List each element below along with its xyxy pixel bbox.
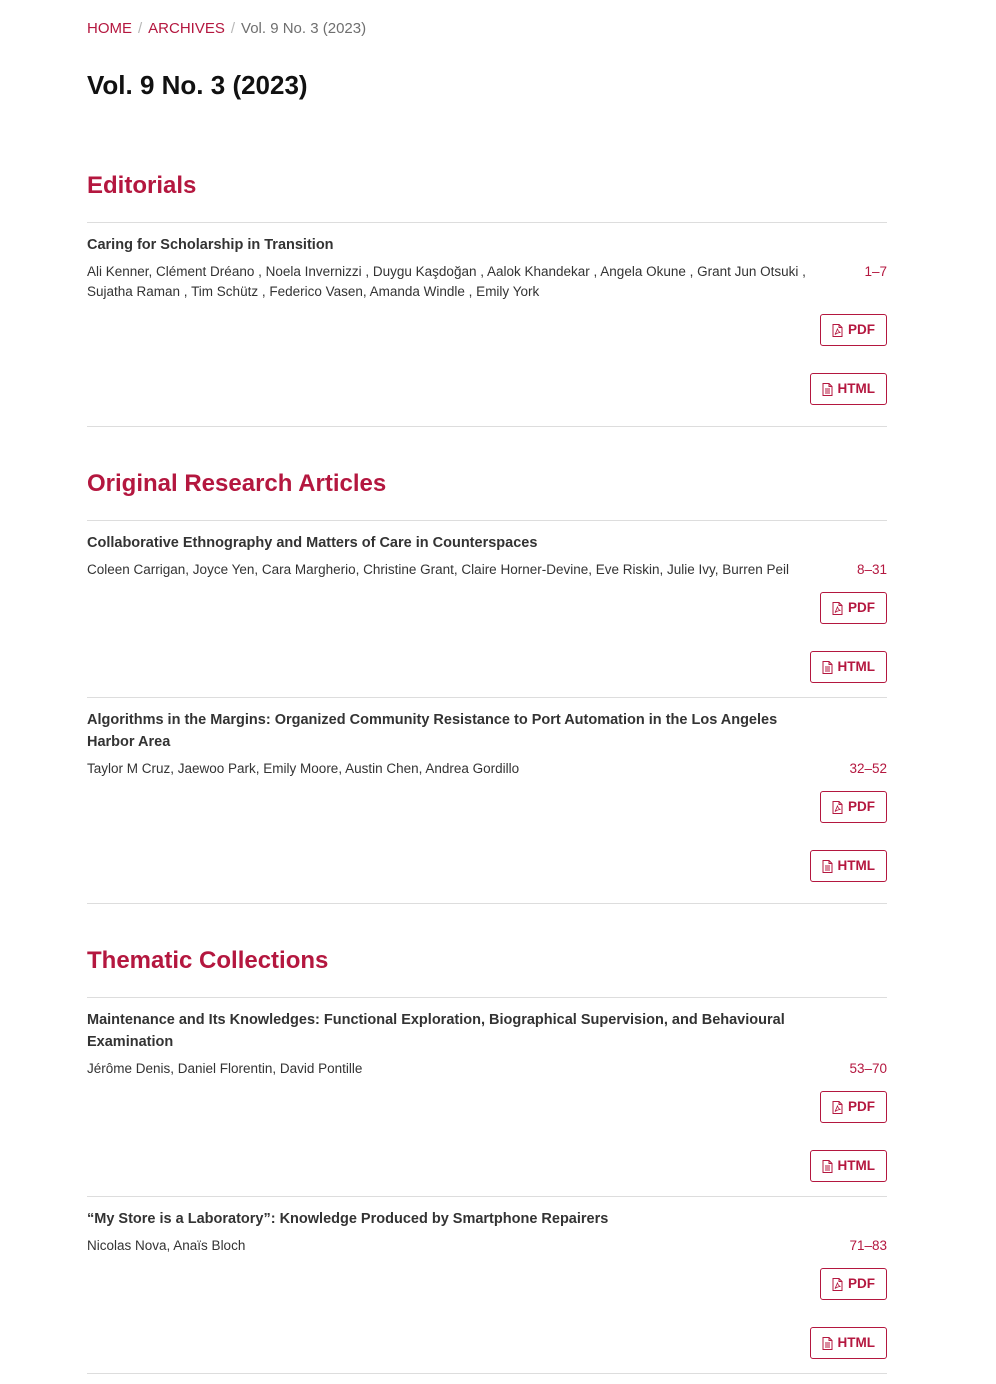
html-button-label: HTML (837, 1335, 875, 1350)
section-heading-thematic-collections: Thematic Collections (87, 947, 329, 974)
article-title-link[interactable]: “My Store is a Laboratory”: Knowledge Produced by Smartphone Repairers (87, 1211, 609, 1227)
file-pdf-icon (832, 324, 843, 337)
pdf-button-label: PDF (848, 1099, 875, 1114)
breadcrumb (87, 19, 366, 39)
file-pdf-icon (832, 1278, 843, 1291)
pdf-button[interactable] (820, 1091, 887, 1123)
section-divider (87, 426, 887, 427)
article-title-link[interactable]: Collaborative Ethnography and Matters of Care in Counterspaces (87, 535, 538, 551)
pdf-button-label: PDF (848, 799, 875, 814)
article-title-link[interactable]: Caring for Scholarship in Transition (87, 237, 334, 253)
file-text-icon (822, 383, 833, 396)
article-title (87, 1009, 787, 1053)
pdf-button-label: PDF (848, 1276, 875, 1291)
article-authors: Ali Kenner, Clément Dréano , Noela Invernizzi , Duygu Kaşdoğan , Aalok Khandekar , Angela Okune , Grant Jun Otsuki , Sujatha Raman , Tim Schütz , Federico Vasen, Amanda Windle , Emily York (87, 264, 806, 299)
pdf-button-label: PDF (848, 322, 875, 337)
html-button[interactable] (810, 651, 888, 683)
section-heading-editorials: Editorials (87, 172, 197, 199)
file-text-icon (822, 1337, 833, 1350)
article-authors: Jérôme Denis, Daniel Florentin, David Pontille (87, 1061, 363, 1076)
pdf-button[interactable] (820, 592, 887, 624)
pdf-button-label: PDF (848, 600, 875, 615)
html-button[interactable] (810, 373, 888, 405)
file-pdf-icon (832, 1101, 843, 1114)
file-text-icon (822, 1160, 833, 1173)
breadcrumb-home-link[interactable]: HOME (87, 20, 132, 37)
html-button[interactable] (810, 850, 888, 882)
html-button-label: HTML (837, 1158, 875, 1173)
article-authors: Coleen Carrigan, Joyce Yen, Cara Margherio, Christine Grant, Claire Horner-Devine, Eve Riskin, Julie Ivy, Burren Peil (87, 562, 790, 577)
article-divider (87, 1196, 887, 1197)
article-divider (87, 1373, 887, 1374)
article-authors: Nicolas Nova, Anaïs Bloch (87, 1238, 246, 1253)
pdf-button[interactable] (820, 791, 887, 823)
article-title-link[interactable]: Maintenance and Its Knowledges: Functional Exploration, Biographical Supervision, and Behavioural Examination (87, 1012, 785, 1050)
pdf-button[interactable] (820, 314, 887, 346)
section-divider (87, 903, 887, 904)
article-title (87, 709, 787, 753)
html-button[interactable] (810, 1150, 888, 1182)
breadcrumb-archives-link[interactable]: ARCHIVES (148, 20, 225, 37)
html-button-label: HTML (837, 659, 875, 674)
article-authors: Taylor M Cruz, Jaewoo Park, Emily Moore, Austin Chen, Andrea Gordillo (87, 761, 520, 776)
section-heading-original-research: Original Research Articles (87, 470, 387, 497)
article-title (87, 532, 787, 554)
page-title: Vol. 9 No. 3 (2023) (87, 70, 308, 100)
section-divider (87, 997, 887, 998)
section-divider (87, 222, 887, 223)
file-text-icon (822, 860, 833, 873)
file-pdf-icon (832, 801, 843, 814)
breadcrumb-separator: / (230, 20, 236, 37)
file-text-icon (822, 661, 833, 674)
article-pages: 32–52 (849, 761, 887, 776)
html-button[interactable] (810, 1327, 888, 1359)
article-title (87, 1208, 787, 1230)
pdf-button[interactable] (820, 1268, 887, 1300)
section-divider (87, 520, 887, 521)
html-button-label: HTML (837, 381, 875, 396)
article-pages: 53–70 (849, 1061, 887, 1076)
article-title (87, 234, 787, 256)
article-divider (87, 697, 887, 698)
breadcrumb-current: Vol. 9 No. 3 (2023) (241, 20, 367, 37)
article-pages: 1–7 (864, 264, 887, 279)
article-pages: 8–31 (856, 562, 887, 577)
breadcrumb-separator: / (138, 20, 143, 37)
file-pdf-icon (832, 602, 843, 615)
article-pages: 71–83 (849, 1238, 887, 1253)
article-title-link[interactable]: Algorithms in the Margins: Organized Community Resistance to Port Automation in the Los Angeles Harbor Area (87, 712, 778, 750)
html-button-label: HTML (837, 858, 875, 873)
